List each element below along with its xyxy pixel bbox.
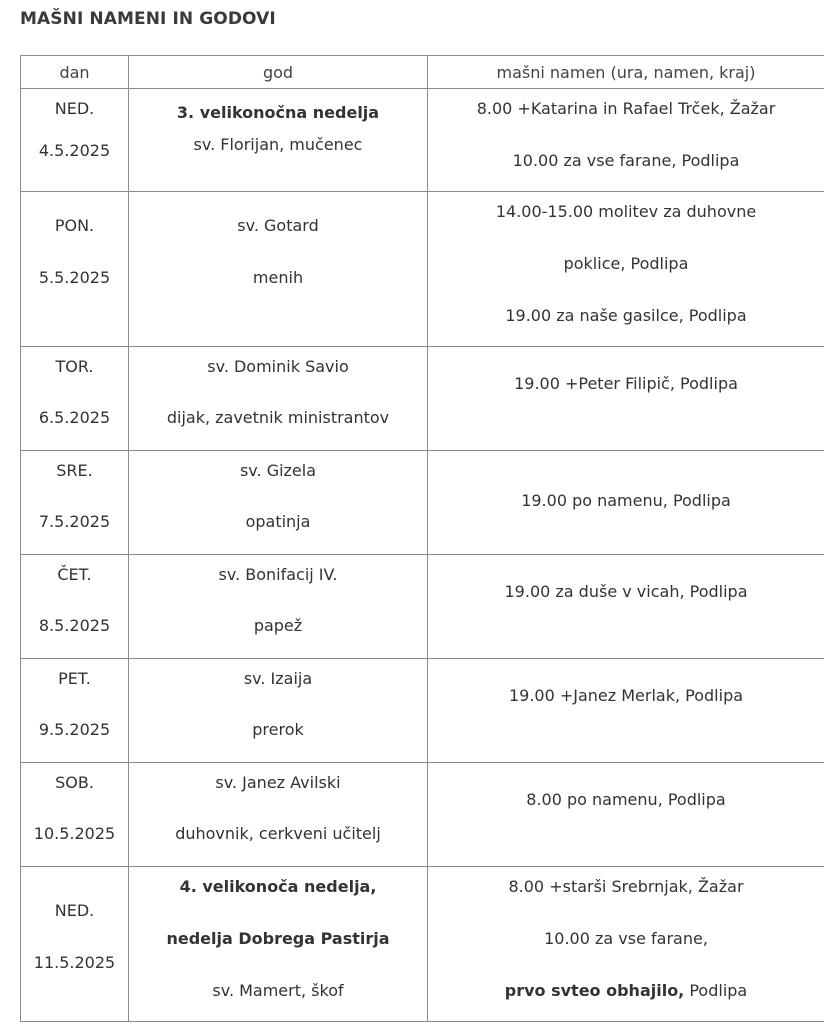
feast-cell [129,659,428,763]
table-row [21,659,824,763]
feast-name: 4. velikonoča nedelja, [179,877,377,896]
date: 4.5.2025 [38,141,111,160]
mass-intention [505,981,747,1001]
feast-description: sv. Florijan, mučenec [193,135,363,154]
mass-intention: 19.00 +Janez Merlak, Podlipa [508,686,744,705]
mass-intention: 19.00 po namenu, Podlipa [521,491,731,510]
date: 9.5.2025 [38,720,111,739]
mass-cell [428,867,824,1022]
mass-intention: 10.00 za vse farane, Podlipa [512,151,740,170]
feast-cell [129,451,428,555]
feast-description: sv. Mamert, škof [212,981,344,1000]
day-cell [21,555,129,659]
date: 5.5.2025 [38,268,111,287]
weekday: SOB. [55,773,94,792]
feast-cell [129,555,428,659]
feast-description: opatinja [245,512,311,531]
feast-description: prerok [252,720,304,739]
feast-cell [129,89,428,192]
feast-description: menih [252,268,304,287]
day-cell [21,867,129,1022]
weekday: PET. [58,669,91,688]
mass-intention: 10.00 za vse farane, [544,929,708,948]
feast-cell [129,763,428,867]
mass-place: Podlipa [684,981,748,1000]
mass-intention: 8.00 po namenu, Podlipa [526,790,726,809]
mass-intention: 19.00 +Peter Filipič, Podlipa [514,374,738,393]
date: 10.5.2025 [33,824,116,843]
table-row [21,451,824,555]
mass-intention: 14.00-15.00 molitev za duhovne [495,202,757,221]
header-feast: god [129,56,428,89]
weekday: NED. [54,99,95,118]
day-cell [21,89,129,192]
table-row [21,867,824,1022]
table-header-row [21,56,824,89]
feast-name: 3. velikonočna nedelja [176,103,380,122]
mass-intention: 19.00 za naše gasilce, Podlipa [505,306,747,325]
day-cell [21,451,129,555]
mass-cell [428,555,824,659]
table-row [21,347,824,451]
table-row [21,89,824,192]
day-cell [21,347,129,451]
header-mass: mašni namen (ura, namen, kraj) [428,56,824,89]
page-title: MAŠNI NAMENI IN GODOVI [20,9,276,29]
mass-intention: 19.00 za duše v vicah, Podlipa [504,582,748,601]
mass-cell [428,451,824,555]
feast-name: sv. Bonifacij IV. [218,565,338,584]
feast-name: nedelja Dobrega Pastirja [166,929,390,948]
weekday: PON. [54,216,95,235]
feast-cell [129,867,428,1022]
mass-cell [428,89,824,192]
mass-cell [428,347,824,451]
date: 7.5.2025 [38,512,111,531]
feast-cell [129,192,428,347]
mass-intention: poklice, Podlipa [563,254,689,273]
feast-description: dijak, zavetnik ministrantov [166,408,390,427]
feast-description: papež [253,616,303,635]
mass-intention: 8.00 +starši Srebrnjak, Žažar [508,877,744,896]
weekday: NED. [54,901,95,920]
feast-cell [129,347,428,451]
table-row [21,192,824,347]
weekday: TOR. [55,357,94,376]
date: 6.5.2025 [38,408,111,427]
feast-name: sv. Gotard [237,216,319,235]
mass-cell [428,192,824,347]
weekday: ČET. [57,565,92,584]
first-communion-note: prvo svteo obhajilo, [504,981,685,1000]
day-cell [21,659,129,763]
date: 8.5.2025 [38,616,111,635]
feast-name: sv. Dominik Savio [207,357,349,376]
header-day: dan [21,56,129,89]
day-cell [21,763,129,867]
feast-name: sv. Izaija [243,669,313,688]
date: 11.5.2025 [33,953,116,972]
mass-cell [428,659,824,763]
feast-description: duhovnik, cerkveni učitelj [175,824,381,843]
table-row [21,763,824,867]
feast-name: sv. Gizela [239,461,317,480]
weekday: SRE. [56,461,93,480]
feast-name: sv. Janez Avilski [215,773,341,792]
day-cell [21,192,129,347]
mass-cell [428,763,824,867]
mass-schedule-table [20,55,824,1022]
mass-intention: 8.00 +Katarina in Rafael Trček, Žažar [476,99,776,118]
table-row [21,555,824,659]
